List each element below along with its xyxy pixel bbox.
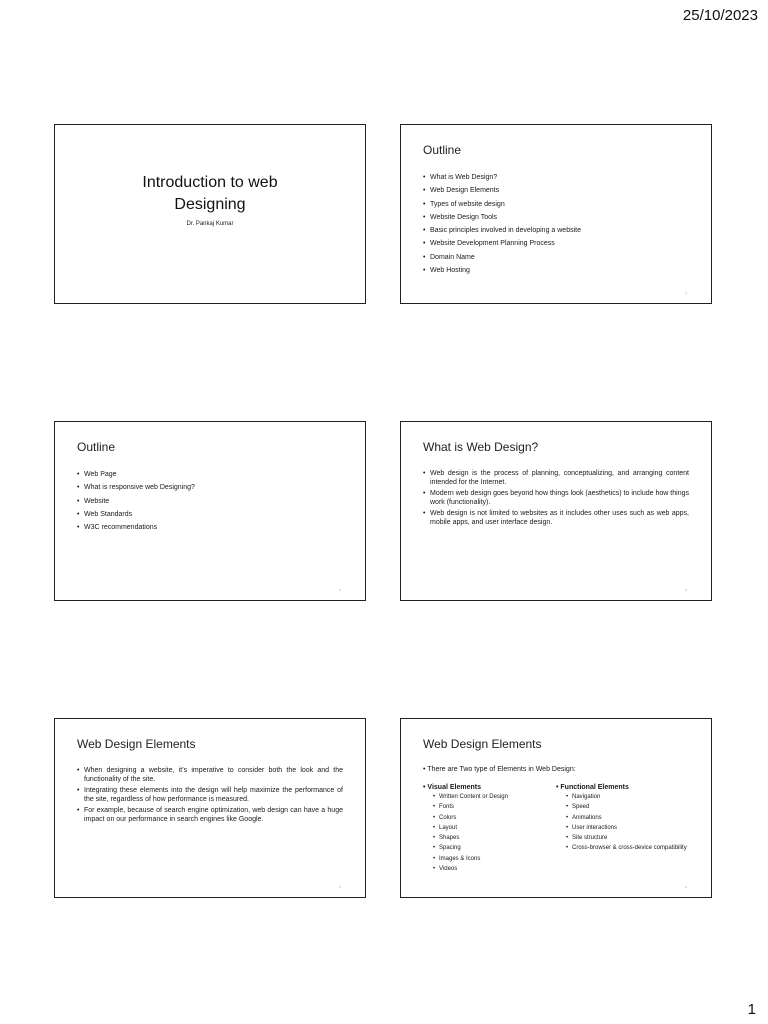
bullet-item: • Web Hosting [423,266,689,275]
sub-bullet-item: • Spacing [433,844,556,852]
slide-number: 4 [685,588,687,592]
sub-bullet-item: • Navigation [566,793,689,801]
sub-bullet-item: • Videos [433,865,556,873]
sub-bullet-item: • Layout [433,824,556,832]
bullet-item: • W3C recommendations [77,523,343,532]
element-columns [423,783,689,875]
sub-bullet-item: • User interactions [566,824,689,832]
slide-title: Web Design Elements [77,737,196,751]
slide-title: Web Design Elements [423,737,542,751]
bullet-item: • When designing a website, it’s imperative to consider both the look and the functionality of the site. [77,767,343,784]
slide-6-web-design-elements [400,718,712,898]
slide-author: Dr. Pankaj Kumar [186,221,234,227]
slide-5-web-design-elements [54,718,366,898]
bullet-item: • Integrating these elements into the design will help maximize the performance of the site, regardless of how performance is measured. [77,787,343,804]
slide-number: 5 [339,885,341,889]
bullet-list [423,173,689,279]
slide-2-outline [400,124,712,304]
bullet-item: • Website [77,497,343,506]
functional-elements-column [556,783,689,875]
bullet-item: • For example, because of search engine optimization, web design can have a huge impact on our performance in search engines like Google. [77,807,343,824]
sub-bullet-item: • Fonts [433,803,556,811]
sub-bullet-item: • Site structure [566,834,689,842]
bullet-item: • Modern web design goes beyond how things look (aesthetics) to include how things work (functionality). [423,490,689,507]
bullet-list [77,767,343,827]
slide-title: Outline [423,143,462,157]
bullet-item: • Web design is the process of planning, conceptualizing, and arranging content intended for the Internet. [423,470,689,487]
slide-number: 3 [339,588,341,592]
slide-1-title [54,124,366,304]
bullet-item: • Basic principles involved in developing a website [423,226,689,235]
bullet-item: • Web Design Elements [423,186,689,195]
bullet-item: • What is Web Design? [423,173,689,182]
page-number: 1 [747,1001,756,1018]
print-date: 25/10/2023 [682,7,758,24]
bullet-item: • Types of website design [423,200,689,209]
sub-bullet-item: • Images & Icons [433,855,556,863]
sub-bullet-item: • Shapes [433,834,556,842]
slide-number: 2 [685,291,687,295]
bullet-item: • Website Development Planning Process [423,239,689,248]
sub-bullet-item: • Animations [566,814,689,822]
slide-title: Outline [77,440,116,454]
slide-number: 6 [685,885,687,889]
slide-4-what-is-web-design [400,421,712,601]
bullet-item: • Web Page [77,470,343,479]
bullet-item: • Web Standards [77,510,343,519]
slide-title: Introduction to web Designing [142,174,278,213]
slide-3-outline [54,421,366,601]
bullet-item: • Domain Name [423,253,689,262]
bullet-item: • Web design is not limited to websites as it includes other uses such as web apps, mobile apps, and user interface design. [423,510,689,527]
sub-bullet-item: • Speed [566,803,689,811]
sub-bullet-item: • Cross-browser & cross-device compatibility [566,844,689,852]
column-heading: • Visual Elements [423,783,556,792]
slide-title: What is Web Design? [423,440,539,454]
bullet-item: • Website Design Tools [423,213,689,222]
sub-bullet-list [423,793,556,873]
sub-bullet-item: • Written Content or Design [433,793,556,801]
column-heading: • Functional Elements [556,783,689,792]
bullet-list [77,470,343,536]
bullet-list [423,470,689,530]
visual-elements-column [423,783,556,875]
sub-bullet-item: • Colors [433,814,556,822]
bullet-item: • What is responsive web Designing? [77,483,343,492]
sub-bullet-list [556,793,689,853]
intro-bullet: • There are Two type of Elements in Web Design: [423,765,689,774]
